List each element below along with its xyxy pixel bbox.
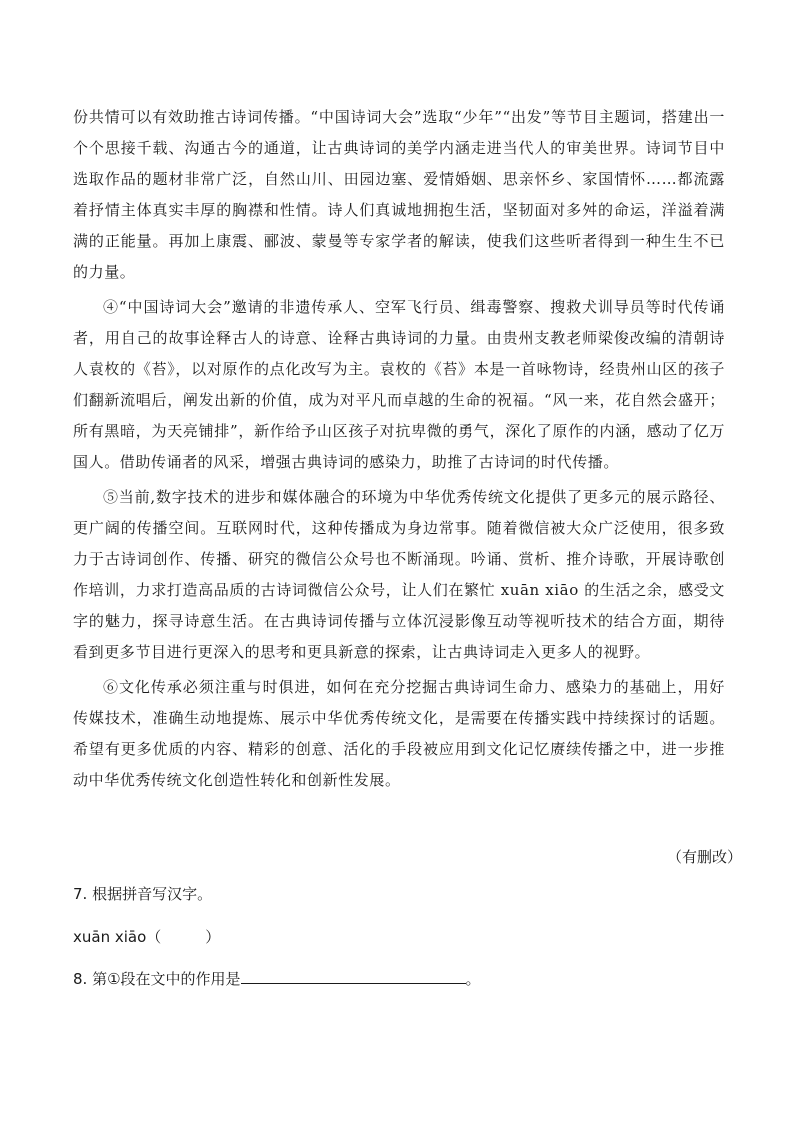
source-note: （有删改） xyxy=(666,848,742,866)
question-7-answer-line xyxy=(73,925,220,949)
question-7-close-paren: ） xyxy=(205,928,221,946)
paragraph-6: ⑥文化传承必须注重与时俱进，如何在充分挖掘古典诗词生命力、感染力的基础上，用好传媒技术，准确生动地提炼、展示中华优秀传统文化，是需要在传播实践中持续探讨的话题。希望有更多优质的内容、精彩的创意、活化的手段被应用到文化记忆赓续传播之中，进一步推动中华优秀传统文化创造性转化和创新性发展。 xyxy=(73,678,725,789)
question-7-prompt: 7. 根据拼音写汉字。 xyxy=(73,885,213,903)
reading-passage xyxy=(73,102,725,796)
question-8-prompt: 8. 第①段在文中的作用是 xyxy=(73,970,241,988)
question-8-end-mark: 。 xyxy=(465,970,481,988)
paragraph-3-continued: 份共情可以有效助推古诗词传播。“中国诗词大会”选取“少年”“出发”等节目主题词，搭建出一个个思接千载、沟通古今的通道，让古典诗词的美学内涵走进当代人的审美世界。诗词节目中选取作品的题材非常广泛，自然山川、田园边塞、爱情婚姻、思亲怀乡、家国情怀……都流露着抒情主体真实丰厚的胸襟和性情。诗人们真诚地拥抱生活，坚韧面对多舛的命运，洋溢着满满的正能量。再加上康震、郦波、蒙曼等专家学者的解读，使我们这些听者得到一种生生不已的力量。 xyxy=(73,108,725,281)
question-8-line xyxy=(73,967,481,991)
question-7-pinyin: xuān xiāo（ xyxy=(73,928,162,946)
question-8-answer-blank[interactable] xyxy=(241,969,466,984)
paragraph-5: ⑤当前,数字技术的进步和媒体融合的环境为中华优秀传统文化提供了更多元的展示路径、更广阔的传播空间。互联网时代，这种传播成为身边常事。随着微信被大众广泛使用，很多致力于古诗词创作、传播、研究的微信公众号也不断涌现。吟诵、赏析、推介诗歌，开展诗歌创作培训，力求打造高品质的古诗词微信公众号，让人们在繁忙 xuān xiāo 的生活之余，感受文字的魅力，探寻诗意生活。在古典诗词传播与立体沉浸影像互动等视听技术的结合方面，期待看到更多节目进行更深入的思考和更具新意的探索，让古典诗词走入更多人的视野。 xyxy=(73,488,725,661)
paragraph-4: ④“中国诗词大会”邀请的非遗传承人、空军飞行员、缉毒警察、搜救犬训导员等时代传诵者，用自己的故事诠释古人的诗意、诠释古典诗词的力量。由贵州支教老师梁俊改编的清朝诗人袁枚的《苔》，以对原作的点化改写为主。袁枚的《苔》本是一首咏物诗，经贵州山区的孩子们翻新流唱后，阐发出新的价值，成为对平凡而卓越的生命的祝福。“风一来，花自然会盛开；所有黑暗，为天亮铺排”，新作给予山区孩子对抗卑微的勇气，深化了原作的内涵，感动了亿万国人。借助传诵者的风采，增强古典诗词的感染力，助推了古诗词的时代传播。 xyxy=(73,298,725,471)
